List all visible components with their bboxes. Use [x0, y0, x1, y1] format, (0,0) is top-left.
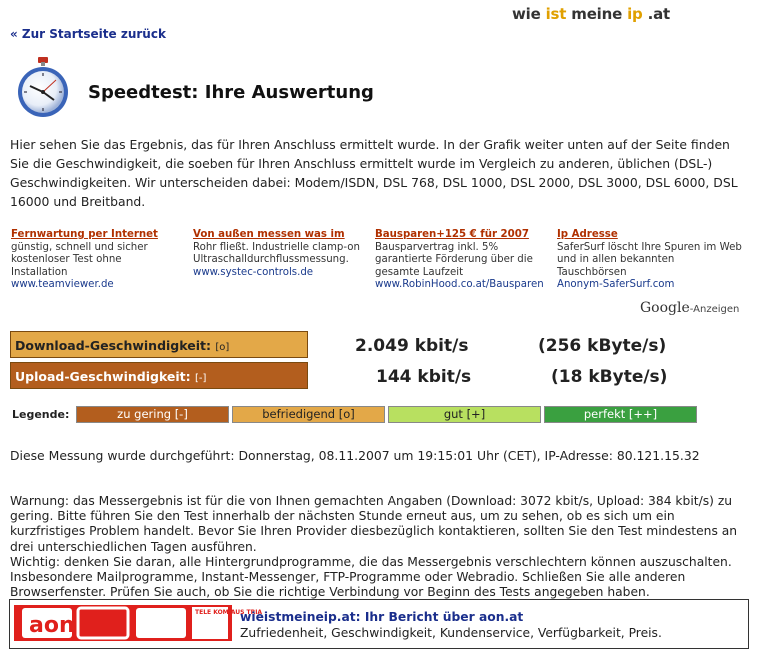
- download-kbyte-value: (256 kByte/s): [538, 336, 667, 356]
- aon-report-banner[interactable]: [9, 599, 749, 649]
- logo-text-meine: meine: [566, 5, 628, 23]
- aon-banner-title[interactable]: wieistmeineip.at: Ihr Bericht über aon.at: [240, 610, 524, 624]
- download-speed-bar: [10, 331, 308, 358]
- legend-satisfactory: befriedigend [o]: [232, 406, 385, 423]
- legend-perfect: perfekt [++]: [544, 406, 697, 423]
- ad-item[interactable]: [11, 229, 179, 292]
- download-rating-tag: [o]: [215, 342, 230, 353]
- download-label-text: Download-Geschwindigkeit:: [15, 338, 211, 353]
- upload-speed-bar: [10, 362, 308, 389]
- legend-label: Legende:: [12, 408, 70, 421]
- upload-kbit-value: 144 kbit/s: [376, 367, 472, 387]
- logo-text-ip: ip: [627, 5, 643, 23]
- ad-title[interactable]: Von außen messen was im: [193, 229, 345, 240]
- stopwatch-icon: [14, 56, 72, 118]
- ad-title[interactable]: Ip Adresse: [557, 229, 618, 240]
- ad-url[interactable]: www.RobinHood.co.at/Bausparen: [375, 279, 544, 290]
- upload-label: [15, 369, 206, 384]
- warning-paragraph: Warnung: das Messergebnis ist für die von Ihnen gemachten Angaben (Download: 3072 kbit/s, Upload: 384 kbit/s) zu gering. Bitte führen Sie den Test innerhalb der nächsten Stunde erneut aus, um zu sehen, ob es sich um ein kurzfristiges Problem handelt. Bevor Sie Ihren Provider diesbezüglich kontaktieren, sollten Sie den Test mindestens an drei unterschiedlichen Tagen ausführen.: [10, 494, 738, 554]
- download-label: [15, 338, 229, 353]
- aon-logo-text: aon: [29, 613, 75, 638]
- ad-text: Bausparvertrag inkl. 5% garantierte Förderung über die gesamte Laufzeit: [375, 241, 533, 278]
- ad-url[interactable]: www.teamviewer.de: [11, 279, 114, 290]
- ad-item[interactable]: [193, 229, 365, 279]
- legend-good: gut [+]: [388, 406, 541, 423]
- warning-text: [10, 494, 752, 600]
- aon-banner-subtitle: Zufriedenheit, Geschwindigkeit, Kundenservice, Verfügbarkeit, Preis.: [240, 626, 662, 640]
- logo-text-ist: ist: [545, 5, 567, 23]
- ad-text: Rohr fließt. Industrielle clamp-on Ultraschalldurchflussmessung.: [193, 241, 360, 265]
- back-to-home-link[interactable]: « Zur Startseite zurück: [10, 27, 166, 41]
- ad-url[interactable]: Anonym-SaferSurf.com: [557, 279, 675, 290]
- measurement-info: Diese Messung wurde durchgeführt: Donnerstag, 08.11.2007 um 19:15:01 Uhr (CET), IP-Adresse: 80.121.15.32: [10, 448, 700, 463]
- google-ads-label[interactable]: [640, 300, 739, 316]
- important-paragraph: Wichtig: denken Sie daran, alle Hintergrundprogramme, die das Messergebnis verschlechtern können auszuschalten. Insbesondere Mailprogramme, Instant-Messenger, FTP-Programme oder Webradio. Schließen Sie alle anderen Browserfenster. Prüfen Sie auch, ob Sie die richtige Verbindung vor Beginn des Tests angegeben haben.: [10, 554, 732, 600]
- aon-logo-side-text: TELE KOM AUS TRIA: [195, 609, 263, 616]
- upload-rating-tag: [-]: [195, 373, 207, 384]
- download-kbit-value: 2.049 kbit/s: [355, 336, 469, 356]
- site-logo[interactable]: [512, 5, 670, 23]
- logo-text-wie: wie: [512, 5, 546, 23]
- ad-title[interactable]: Fernwartung per Internet: [11, 229, 158, 240]
- ad-text: günstig, schnell und sicher kostenloser Test ohne Installation: [11, 241, 148, 278]
- google-brand: Google: [640, 300, 690, 316]
- ad-item[interactable]: [557, 229, 747, 292]
- google-ads-suffix: -Anzeigen: [689, 304, 740, 315]
- ad-url[interactable]: www.systec-controls.de: [193, 266, 314, 278]
- ad-title[interactable]: Bausparen+125 € für 2007: [375, 229, 529, 240]
- upload-kbyte-value: (18 kByte/s): [551, 367, 668, 387]
- upload-label-text: Upload-Geschwindigkeit:: [15, 369, 191, 384]
- ad-item[interactable]: [375, 229, 553, 292]
- aon-logo[interactable]: [14, 605, 263, 641]
- page-title: Speedtest: Ihre Auswertung: [88, 82, 374, 103]
- ad-block: [11, 229, 751, 291]
- logo-text-at: .at: [642, 5, 670, 23]
- ad-text: SaferSurf löscht Ihre Spuren im Web und in allen bekannten Tauschbörsen: [557, 241, 742, 278]
- intro-text: Hier sehen Sie das Ergebnis, das für Ihren Anschluss ermittelt wurde. In der Grafik weiter unten auf der Seite finden Sie die Geschwindigkeit, die soeben für Ihren Anschluss ermittelt wurde im Vergleich zu anderen, üblichen (DSL-) Geschwindigkeiten. Wir unterscheiden dabei: Modem/ISDN, DSL 768, DSL 1000, DSL 2000, DSL 3000, DSL 6000, DSL 16000 und Breitband.: [10, 137, 738, 209]
- legend-too-low: zu gering [-]: [76, 406, 229, 423]
